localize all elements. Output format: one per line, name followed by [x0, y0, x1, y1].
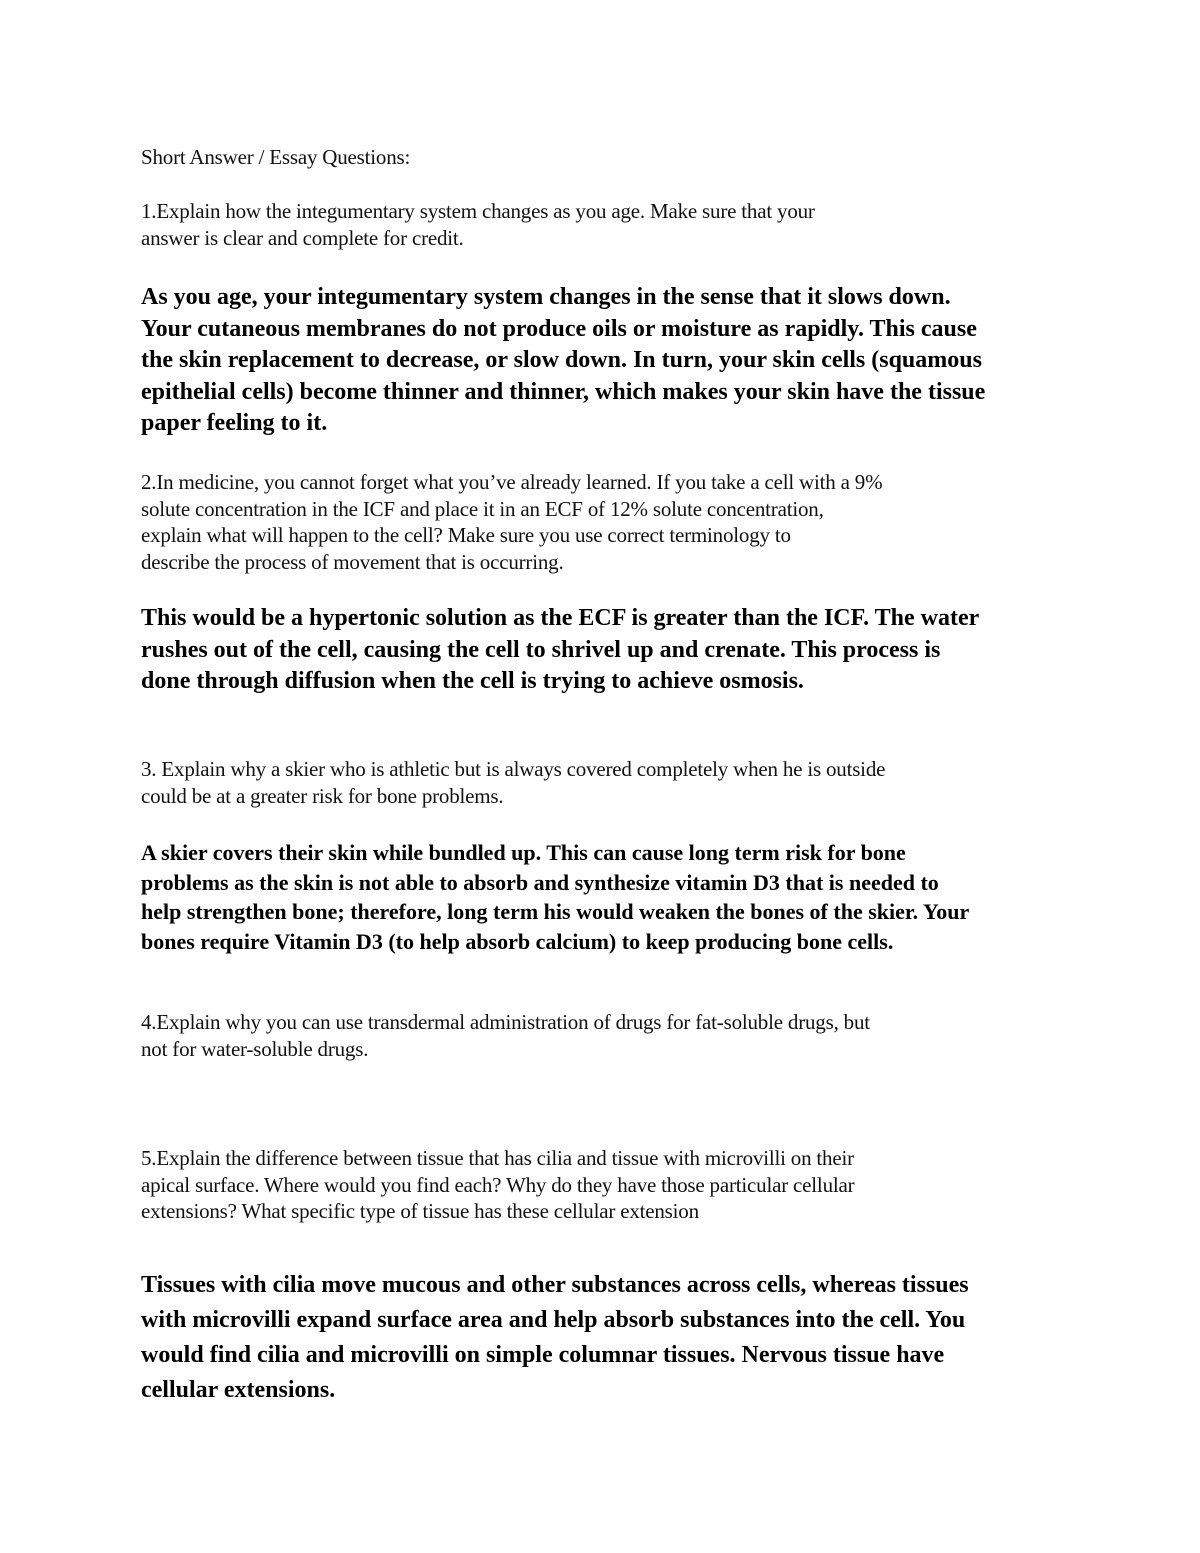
answer-1-line: paper feeling to it.: [141, 410, 328, 436]
question-2-line: solute concentration in the ICF and place it in an ECF of 12% solute concentration,: [141, 496, 824, 521]
question-5-line: 5.Explain the difference between tissue that has cilia and tissue with microvilli on their: [141, 1146, 854, 1170]
answer-3-line: help strengthen bone; therefore, long term his would weaken the bones of the skier. Your: [141, 899, 970, 924]
answer-3-line: bones require Vitamin D3 (to help absorb calcium) to keep producing bone cells.: [141, 928, 894, 954]
answer-2-line: This would be a hypertonic solution as the ECF is greater than the ICF. The water: [141, 605, 980, 631]
question-3-line: 3. Explain why a skier who is athletic but is always covered completely when he is outside: [141, 757, 886, 781]
question-4: [141, 1009, 870, 1062]
answer-3: [141, 838, 969, 956]
answer-1-line: the skin replacement to decrease, or slow down. In turn, your skin cells (squamous: [141, 347, 982, 373]
answer-5-line: with microvilli expand surface area and help absorb substances into the cell. You: [141, 1307, 966, 1333]
question-5-line: extensions? What specific type of tissue has these cellular extension: [141, 1199, 699, 1223]
answer-2-line: rushes out of the cell, causing the cell to shrivel up and crenate. This process is: [141, 636, 941, 663]
question-5-line: apical surface. Where would you find each? Why do they have those particular cellular: [141, 1172, 855, 1197]
answer-3-line: A skier covers their skin while bundled up. This can cause long term risk for bone: [141, 840, 906, 865]
question-5: [141, 1145, 854, 1225]
question-4-line: not for water-soluble drugs.: [141, 1036, 369, 1061]
answer-3-line: problems as the skin is not able to absorb and synthesize vitamin D3 that is needed to: [141, 869, 939, 895]
question-4-line: 4.Explain why you can use transdermal administration of drugs for fat-soluble drugs, but: [141, 1010, 870, 1034]
answer-1-line: epithelial cells) become thinner and thinner, which makes your skin have the tissue: [141, 378, 986, 405]
question-2-line: explain what will happen to the cell? Make sure you use correct terminology to: [141, 523, 791, 547]
answer-5-line: would find cilia and microvilli on simple columnar tissues. Nervous tissue have: [141, 1342, 945, 1368]
question-2-line: describe the process of movement that is occurring.: [141, 549, 564, 574]
answer-1: [141, 282, 985, 440]
page-heading: [141, 144, 410, 171]
answer-1-line: As you age, your integumentary system changes in the sense that it slows down.: [141, 284, 951, 310]
question-3-line: could be at a greater risk for bone problems.: [141, 783, 504, 808]
heading-text: Short Answer / Essay Questions:: [141, 145, 411, 169]
question-1: [141, 198, 815, 251]
answer-5: [141, 1268, 969, 1408]
question-1-line: answer is clear and complete for credit.: [141, 225, 464, 250]
question-2-line: 2.In medicine, you cannot forget what you’ve already learned. If you take a cell with a 9%: [141, 470, 883, 494]
answer-2: [141, 603, 979, 698]
answer-5-line: Tissues with cilia move mucous and other substances across cells, whereas tissues: [141, 1272, 969, 1298]
question-3: [141, 756, 885, 809]
answer-5-line: cellular extensions.: [141, 1377, 336, 1403]
question-1-line: 1.Explain how the integumentary system changes as you age. Make sure that your: [141, 199, 815, 223]
answer-2-line: done through diffusion when the cell is trying to achieve osmosis.: [141, 668, 804, 694]
answer-1-line: Your cutaneous membranes do not produce oils or moisture as rapidly. This cause: [141, 315, 977, 342]
question-2: [141, 469, 882, 575]
